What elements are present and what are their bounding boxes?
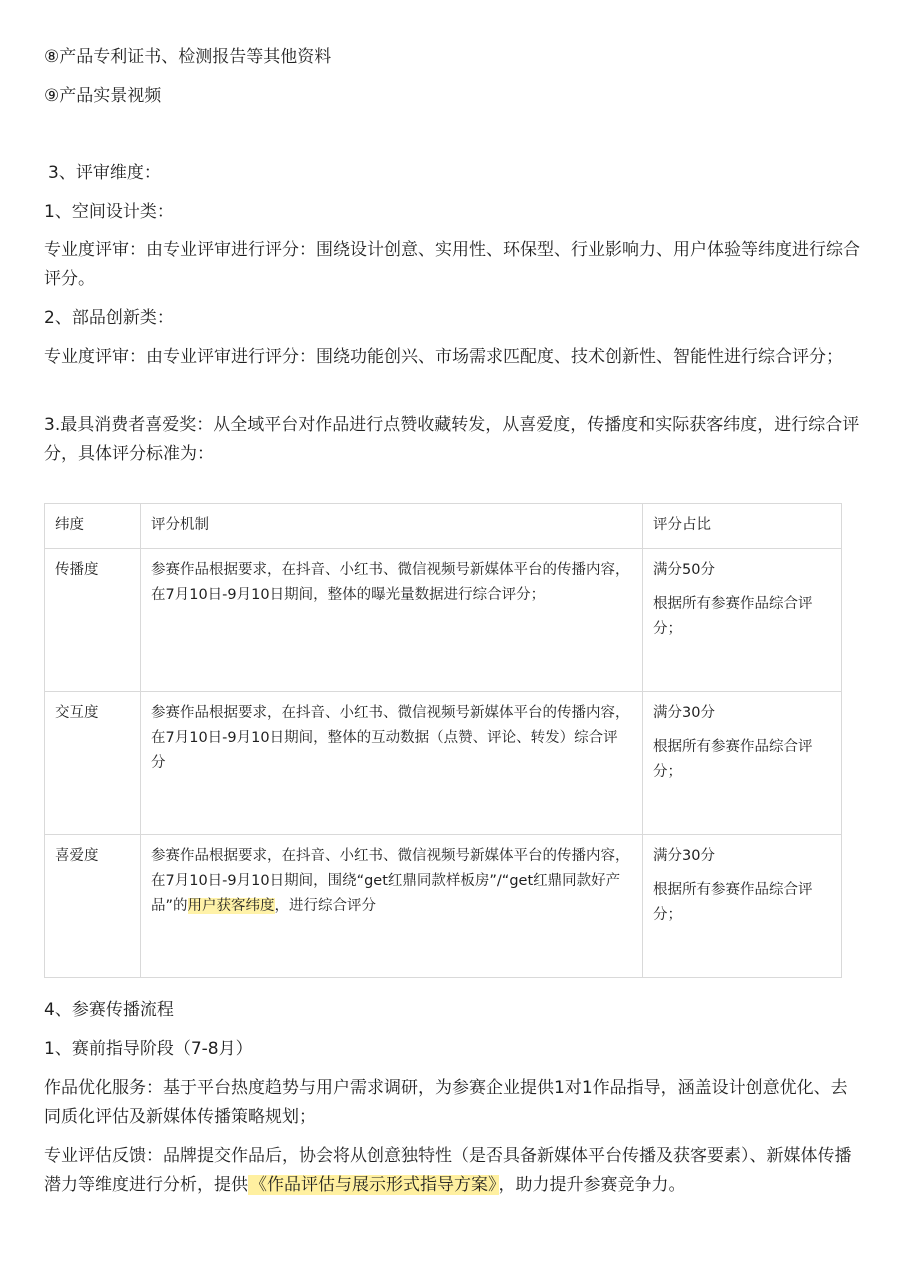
- cell-dimension: 交互度: [45, 692, 141, 835]
- score-note: 根据所有参赛作品综合评分；: [653, 739, 813, 780]
- cell-ratio: [643, 692, 842, 835]
- stage-1-title: 1、赛前指导阶段（7-8月）: [44, 1039, 253, 1059]
- score-value: 满分50分: [653, 562, 715, 578]
- category-2-title: 2、部品创新类：: [44, 308, 174, 328]
- table-header-row: [45, 504, 842, 549]
- feedback-text-start: 专业评估反馈：品牌提交作品后，协会将从创意独特性（是否具备新媒体平台传播及获客要素）、新媒体传播潜力等维度进行分析，提供: [44, 1146, 852, 1195]
- mechanism-text-end: ，进行综合评分: [274, 898, 377, 914]
- scoring-table: [44, 503, 842, 978]
- header-mechanism: 评分机制: [141, 504, 643, 549]
- feedback-text-end: ，助力提升参赛竞争力。: [498, 1175, 686, 1195]
- header-ratio: 评分占比: [643, 504, 842, 549]
- category-2-text: 专业度评审：由专业评审进行评分：围绕功能创兴、市场需求匹配度、技术创新性、智能性进行综合评分；: [44, 347, 843, 367]
- score-value: 满分30分: [653, 848, 715, 864]
- section-3-heading: 3、评审维度：: [48, 163, 161, 183]
- category-3-text: 3.最具消费者喜爱奖：从全域平台对作品进行点赞收藏转发，从喜爱度，传播度和实际获客纬度，进行综合评分，具体评分标准为：: [44, 415, 860, 464]
- cell-mechanism: [141, 835, 643, 978]
- cell-dimension: 喜爱度: [45, 835, 141, 978]
- guidance-plan-highlight: 《作品评估与展示形式指导方案》: [250, 1175, 497, 1195]
- service-text: 作品优化服务：基于平台热度趋势与用户需求调研，为参赛企业提供1对1作品指导，涵盖设计创意优化、去同质化评估及新媒体传播策略规划；: [44, 1078, 848, 1127]
- table-row: [45, 835, 842, 978]
- highlighted-text: 用户获客纬度: [187, 898, 275, 914]
- feedback-text: [44, 1142, 864, 1200]
- score-value: 满分30分: [653, 705, 715, 721]
- cell-mechanism: 参赛作品根据要求，在抖音、小红书、微信视频号新媒体平台的传播内容，在7月10日-9月10日期间，整体的互动数据（点赞、评论、转发）综合评分: [141, 692, 643, 835]
- cell-mechanism: 参赛作品根据要求，在抖音、小红书、微信视频号新媒体平台的传播内容，在7月10日-9月10日期间，整体的曝光量数据进行综合评分；: [141, 549, 643, 692]
- section-4-heading: 4、参赛传播流程: [44, 1000, 174, 1020]
- table-row: [45, 549, 842, 692]
- category-1-text: 专业度评审：由专业评审进行评分：围绕设计创意、实用性、环保型、行业影响力、用户体验等纬度进行综合评分。: [44, 240, 860, 289]
- cell-ratio: [643, 835, 842, 978]
- score-note: 根据所有参赛作品综合评分；: [653, 596, 813, 637]
- list-item-8: ⑧产品专利证书、检测报告等其他资料: [44, 47, 332, 67]
- mechanism-text: 参赛作品根据要求，在抖音、小红书、微信视频号新媒体平台的传播内容，在7月10日-9月10日期间，围绕“get红鼎同款样板房”/“get红鼎同款好产品”的: [151, 848, 630, 914]
- category-1-title: 1、空间设计类：: [44, 202, 174, 222]
- table-row: [45, 692, 842, 835]
- cell-ratio: [643, 549, 842, 692]
- cell-dimension: 传播度: [45, 549, 141, 692]
- list-item-9: ⑨产品实景视频: [44, 86, 162, 106]
- header-dimension: 纬度: [45, 504, 141, 549]
- score-note: 根据所有参赛作品综合评分；: [653, 882, 813, 923]
